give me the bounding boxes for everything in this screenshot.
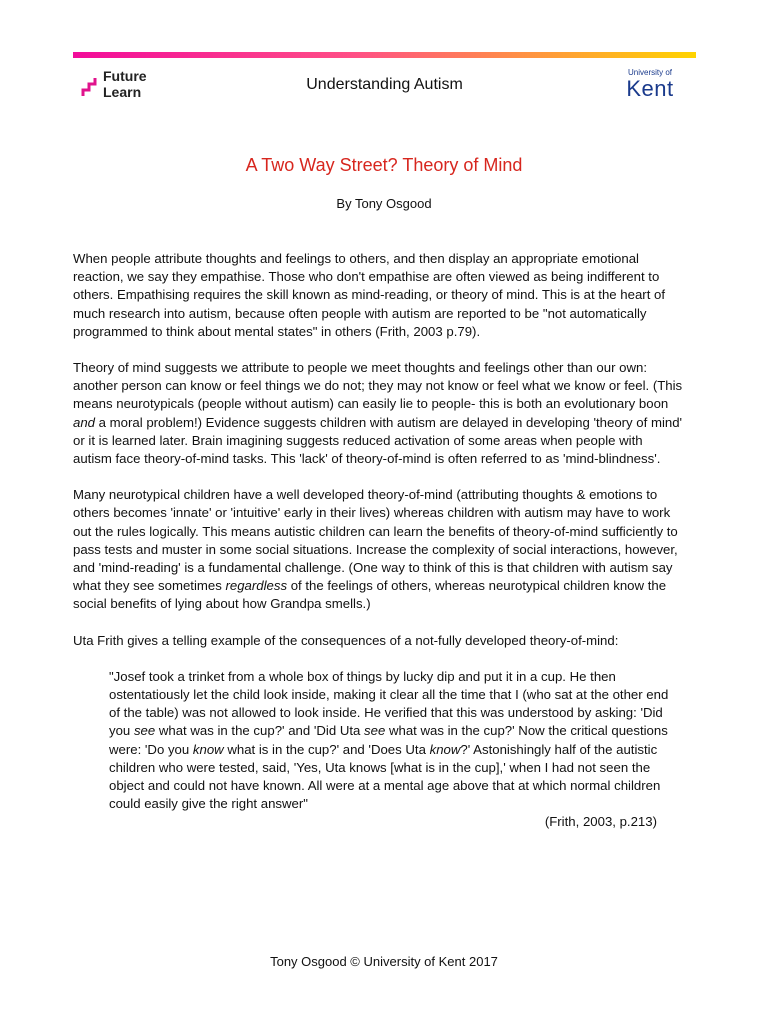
university-of-kent-logo xyxy=(622,68,678,102)
paragraph-3: Many neurotypical children have a well developed theory-of-mind (attributing thoughts & emotions to others becomes 'innate' or 'intuitive' early in their lives) whereas children with autism may have to work out the rules logically. This means autistic children can learn the benefits of theory-of-mind sufficiently to pass tests and muster in some social situations. Increase the complexity of social interactions, however, and 'mind-reading' is a fundamental challenge. (One way to think of this is that children with autism say what they see sometimes regardless of the feelings of others, whereas neurotypical children know the social benefits of lying about how Grandpa smells.) xyxy=(73,487,678,612)
logo-line-learn: Learn xyxy=(103,84,142,100)
document-title: A Two Way Street? Theory of Mind xyxy=(245,155,523,175)
document-body xyxy=(73,250,683,832)
header-gradient-bar xyxy=(73,52,696,58)
logo-line-future: Future xyxy=(103,68,147,84)
paragraph-1: When people attribute thoughts and feelings to others, and then display an appropriate emotional reaction, we say they empathise. Those who don't empathise are often viewed as being indifferent to others. Empathising requires the skill known as mind-reading, or theory of mind. This is at the heart of much research into autism, because often people with autism are reported to be "not automatically programmed to think about mental states" in others (Frith, 2003 p.79). xyxy=(73,251,666,339)
block-quote xyxy=(109,668,669,832)
page-footer: Tony Osgood © University of Kent 2017 xyxy=(270,954,498,969)
course-title: Understanding Autism xyxy=(306,76,463,93)
kent-logo-big-text: Kent xyxy=(626,76,674,101)
quote-citation: (Frith, 2003, p.213) xyxy=(544,814,657,830)
author-byline: By Tony Osgood xyxy=(336,196,432,211)
page-header xyxy=(73,62,696,110)
paragraph-2: Theory of mind suggests we attribute to people we meet thoughts and feelings other than our own: another person can know or feel things we do not; they may not know or feel what we know or feel. (This means neurotypicals (people without autism) can easily lie to people- this is both an evolutionary boon and a moral problem!) Evidence suggests children with autism are delayed in developing 'theory of mind' or it is learned later. Brain imagining suggests reduced activation of some areas when people with autism face theory-of-mind tasks. This 'lack' of theory-of-mind is often referred to as 'mind-blindness'. xyxy=(73,360,683,467)
quote-text: "Josef took a trinket from a whole box of things by lucky dip and put it in a cup. He then ostentatiously let the child look inside, making it clear all the time that I (who sat at the other end of the table) was not allowed to look inside. He verified that this was understood by asking: 'Did you see what was in the cup?' and 'Did Uta see what was in the cup?' Now the critical questions were: 'Do you know what is in the cup?' and 'Does Uta know?' Astonishingly half of the autistic children who were tested, said, 'Yes, Uta knows [what is in the cup],' when I had not seen the object and could not have known. All were at a mental age above that at which normal children could easily give the right answer" xyxy=(109,668,669,812)
paragraph-4: Uta Frith gives a telling example of the consequences of a not-fully developed theory-of-mind: xyxy=(73,632,619,648)
kent-logo-small-text: University of xyxy=(627,68,672,77)
